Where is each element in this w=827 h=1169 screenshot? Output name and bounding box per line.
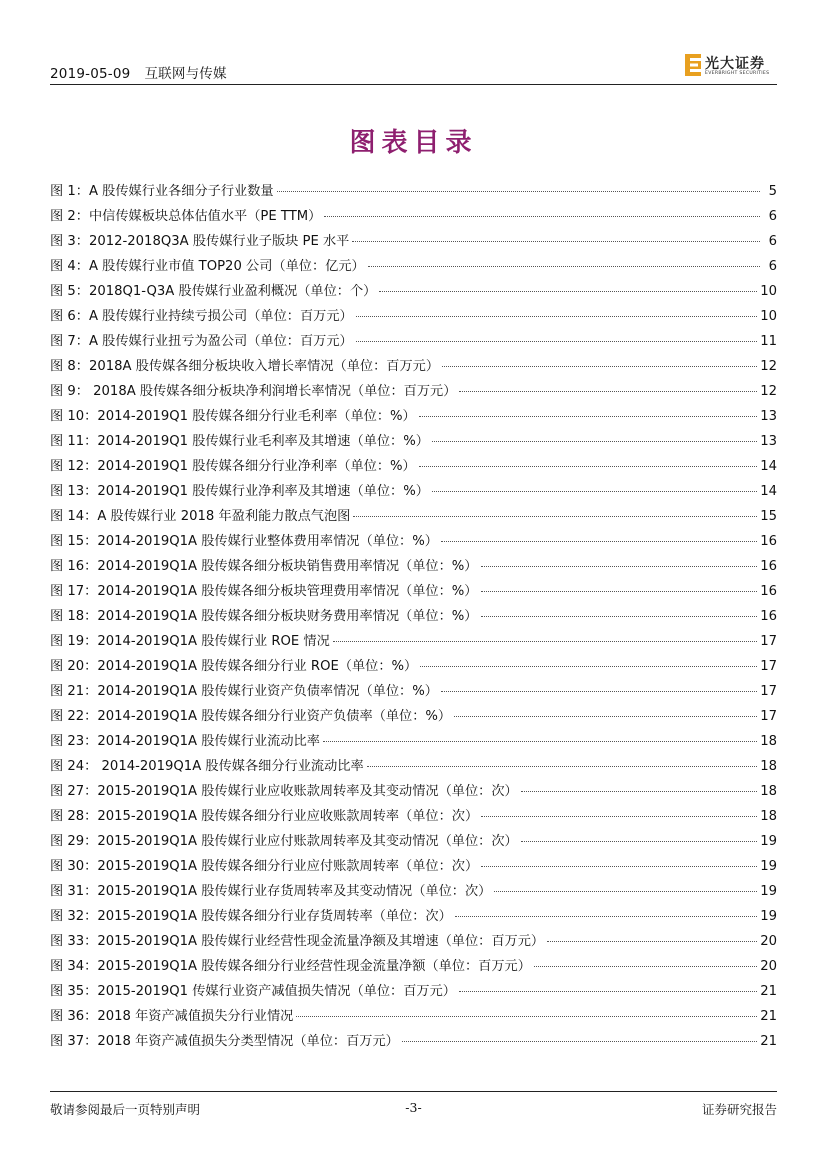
toc-entry-page[interactable]: 6	[768, 234, 777, 249]
toc-leader-dots	[356, 340, 757, 342]
toc-entry-page[interactable]: 12	[760, 359, 777, 374]
toc-leader-dots	[441, 540, 757, 542]
toc-entry-label[interactable]: 图 27：2015-2019Q1A 股传媒行业应收账款周转率及其变动情况（单位：次）	[50, 784, 518, 799]
toc-entry-label[interactable]: 图 1：A 股传媒行业各细分子行业数量	[50, 184, 274, 199]
toc-entry-page[interactable]: 19	[760, 859, 777, 874]
toc-entry-label[interactable]: 图 21：2014-2019Q1A 股传媒行业资产负债率情况（单位：%）	[50, 684, 438, 699]
toc-leader-dots	[356, 315, 757, 317]
toc-leader-dots	[419, 465, 757, 467]
toc-entry[interactable]	[50, 880, 777, 905]
toc-entry-label[interactable]: 图 4：A 股传媒行业市值 TOP20 公司（单位：亿元）	[50, 259, 365, 274]
toc-entry-label[interactable]: 图 30：2015-2019Q1A 股传媒各细分行业应付账款周转率（单位：次）	[50, 859, 479, 874]
toc-entry-page[interactable]: 15	[760, 509, 777, 524]
toc-leader-dots	[419, 415, 757, 417]
toc-entry-label[interactable]: 图 36：2018 年资产减值损失分行业情况	[50, 1009, 294, 1024]
report-type: 证券研究报告	[701, 1102, 777, 1117]
toc-entry[interactable]	[50, 280, 777, 305]
toc-entry-page[interactable]: 18	[760, 809, 777, 824]
toc-entry[interactable]	[50, 180, 777, 205]
toc-entry-page[interactable]: 16	[760, 609, 777, 624]
toc-entry-label[interactable]: 图 14：A 股传媒行业 2018 年盈利能力散点气泡图	[50, 509, 351, 524]
page-number: -3-	[405, 1100, 422, 1115]
toc-leader-dots	[481, 615, 758, 617]
toc-entry[interactable]	[50, 655, 777, 680]
toc-entry-label[interactable]: 图 10：2014-2019Q1 股传媒各细分行业毛利率（单位：%）	[50, 409, 416, 424]
toc-entry-label[interactable]: 图 35：2015-2019Q1 传媒行业资产减值损失情况（单位：百万元）	[50, 984, 456, 999]
toc-entry-page[interactable]: 5	[768, 184, 777, 199]
toc-leader-dots	[454, 715, 757, 717]
toc-entry[interactable]	[50, 805, 777, 830]
toc-entry-label[interactable]: 图 34：2015-2019Q1A 股传媒各细分行业经营性现金流量净额（单位：百万元）	[50, 959, 531, 974]
toc-entry-label[interactable]: 图 9： 2018A 股传媒各细分板块净利润增长率情况（单位：百万元）	[50, 384, 457, 399]
toc-entry[interactable]	[50, 580, 777, 605]
toc-leader-dots	[352, 240, 760, 242]
toc-leader-dots	[296, 1015, 757, 1017]
toc-entry[interactable]	[50, 330, 777, 355]
toc-entry[interactable]	[50, 605, 777, 630]
toc-leader-dots	[432, 490, 757, 492]
toc-entry-page[interactable]: 13	[760, 434, 777, 449]
toc-entry-page[interactable]: 17	[760, 634, 777, 649]
toc-leader-dots	[547, 940, 757, 942]
toc-entry[interactable]	[50, 855, 777, 880]
toc-leader-dots	[481, 590, 758, 592]
toc-entry[interactable]	[50, 1030, 777, 1055]
toc-entry[interactable]	[50, 705, 777, 730]
toc-entry-page[interactable]: 19	[760, 834, 777, 849]
toc-leader-dots	[481, 815, 757, 817]
toc-entry-label[interactable]: 图 19：2014-2019Q1A 股传媒行业 ROE 情况	[50, 634, 330, 649]
toc-entry[interactable]	[50, 205, 777, 230]
toc-leader-dots	[481, 865, 757, 867]
toc-leader-dots	[368, 265, 760, 267]
page-header	[50, 50, 777, 85]
toc-entry-page[interactable]: 16	[760, 534, 777, 549]
toc-leader-dots	[432, 440, 757, 442]
toc-entry-page[interactable]: 17	[760, 659, 777, 674]
toc-entry[interactable]	[50, 530, 777, 555]
toc-entry-page[interactable]: 10	[760, 309, 777, 324]
toc-leader-dots	[323, 740, 757, 742]
toc-entry-label[interactable]: 图 13：2014-2019Q1 股传媒行业净利率及其增速（单位：%）	[50, 484, 429, 499]
toc-entry-page[interactable]: 10	[760, 284, 777, 299]
toc-entry-page[interactable]: 17	[760, 684, 777, 699]
toc-entry-label[interactable]: 图 6：A 股传媒行业持续亏损公司（单位：百万元）	[50, 309, 353, 324]
toc-entry-page[interactable]: 6	[768, 259, 777, 274]
toc-entry-page[interactable]: 17	[760, 709, 777, 724]
toc-entry-label[interactable]: 图 33：2015-2019Q1A 股传媒行业经营性现金流量净额及其增速（单位：百万元）	[50, 934, 545, 949]
toc-entry[interactable]	[50, 430, 777, 455]
toc-entry-label[interactable]: 图 20：2014-2019Q1A 股传媒各细分行业 ROE（单位：%）	[50, 659, 418, 674]
toc-entry-page[interactable]: 14	[760, 484, 777, 499]
toc-leader-dots	[494, 890, 757, 892]
toc-entry[interactable]	[50, 455, 777, 480]
toc-entry-page[interactable]: 20	[760, 934, 777, 949]
toc-leader-dots	[277, 190, 760, 192]
toc-entry-page[interactable]: 6	[768, 209, 777, 224]
company-logo	[685, 52, 775, 80]
toc-entry-page[interactable]: 21	[760, 1009, 777, 1024]
toc-entry-page[interactable]: 18	[760, 759, 777, 774]
disclaimer-note: 敬请参阅最后一页特别声明	[50, 1102, 201, 1117]
toc-leader-dots	[459, 990, 757, 992]
toc-entry-page[interactable]: 19	[760, 909, 777, 924]
toc-entry-page[interactable]: 13	[760, 409, 777, 424]
toc-entry-page[interactable]: 16	[760, 584, 777, 599]
toc-entry[interactable]	[50, 780, 777, 805]
toc-leader-dots	[455, 915, 757, 917]
report-date: 2019-05-09	[50, 66, 131, 82]
toc-entry[interactable]	[50, 480, 777, 505]
toc-entry-label[interactable]: 图 16：2014-2019Q1A 股传媒各细分板块销售费用率情况（单位：%）	[50, 559, 478, 574]
toc-entry[interactable]	[50, 680, 777, 705]
page-title: 图表目录	[349, 128, 478, 158]
toc-entry[interactable]	[50, 255, 777, 280]
toc-entry-label[interactable]: 图 18：2014-2019Q1A 股传媒各细分板块财务费用率情况（单位：%）	[50, 609, 478, 624]
toc-entry-page[interactable]: 11	[760, 334, 777, 349]
toc-entry-label[interactable]: 图 11：2014-2019Q1 股传媒行业毛利率及其增速（单位：%）	[50, 434, 429, 449]
toc-entry-label[interactable]: 图 22：2014-2019Q1A 股传媒各细分行业资产负债率（单位：%）	[50, 709, 452, 724]
toc-entry[interactable]	[50, 830, 777, 855]
toc-entry-page[interactable]: 18	[760, 734, 777, 749]
toc-leader-dots	[442, 365, 757, 367]
toc-entry[interactable]	[50, 930, 777, 955]
toc-entry-label[interactable]: 图 2：中信传媒板块总体估值水平（PE TTM）	[50, 209, 322, 224]
toc-entry[interactable]	[50, 980, 777, 1005]
toc-entry-page[interactable]: 16	[760, 559, 777, 574]
toc-entry-label[interactable]: 图 28：2015-2019Q1A 股传媒各细分行业应收账款周转率（单位：次）	[50, 809, 479, 824]
toc-leader-dots	[534, 965, 757, 967]
toc-entry[interactable]	[50, 380, 777, 405]
toc-entry[interactable]	[50, 405, 777, 430]
toc-leader-dots	[481, 565, 758, 567]
toc-leader-dots	[402, 1040, 757, 1042]
toc-entry-label[interactable]: 图 29：2015-2019Q1A 股传媒行业应付账款周转率及其变动情况（单位：次）	[50, 834, 518, 849]
toc-entry-label[interactable]: 图 7：A 股传媒行业扭亏为盈公司（单位：百万元）	[50, 334, 353, 349]
toc-entry[interactable]	[50, 955, 777, 980]
toc-entry-label[interactable]: 图 3：2012-2018Q3A 股传媒行业子版块 PE 水平	[50, 234, 350, 249]
toc-entry-page[interactable]: 18	[760, 784, 777, 799]
toc-entry-page[interactable]: 20	[760, 959, 777, 974]
toc-entry-label[interactable]: 图 24： 2014-2019Q1A 股传媒各细分行业流动比率	[50, 759, 364, 774]
toc-entry[interactable]	[50, 630, 777, 655]
toc-entry-page[interactable]: 21	[760, 984, 777, 999]
toc-leader-dots	[353, 515, 757, 517]
toc-entry[interactable]	[50, 1005, 777, 1030]
toc-leader-dots	[333, 640, 757, 642]
toc-entry-page[interactable]: 19	[760, 884, 777, 899]
toc-leader-dots	[521, 790, 758, 792]
toc-entry-label[interactable]: 图 32：2015-2019Q1A 股传媒各细分行业存货周转率（单位：次）	[50, 909, 452, 924]
toc-entry[interactable]	[50, 730, 777, 755]
toc-entry-label[interactable]: 图 15：2014-2019Q1A 股传媒行业整体费用率情况（单位：%）	[50, 534, 438, 549]
toc-entry[interactable]	[50, 355, 777, 380]
toc-entry[interactable]	[50, 230, 777, 255]
toc-leader-dots	[441, 690, 757, 692]
toc-leader-dots	[420, 665, 757, 667]
toc-entry-label[interactable]: 图 8：2018A 股传媒各细分板块收入增长率情况（单位：百万元）	[50, 359, 440, 374]
page-footer	[50, 1091, 777, 1118]
toc-entry[interactable]	[50, 905, 777, 930]
toc-entry-page[interactable]: 14	[760, 459, 777, 474]
toc-entry-label[interactable]: 图 37：2018 年资产减值损失分类型情况（单位：百万元）	[50, 1034, 399, 1049]
logo-name-en: EVERBRIGHT SECURITIES	[705, 71, 770, 76]
toc-leader-dots	[521, 840, 758, 842]
header-info	[50, 62, 227, 82]
toc-leader-dots	[367, 765, 758, 767]
toc-entry-page[interactable]: 21	[760, 1034, 777, 1049]
figure-toc	[50, 180, 777, 1055]
logo-name-cn: 光大证券	[705, 56, 765, 72]
toc-entry-label[interactable]: 图 23：2014-2019Q1A 股传媒行业流动比率	[50, 734, 320, 749]
toc-entry[interactable]	[50, 555, 777, 580]
toc-entry-label[interactable]: 图 31：2015-2019Q1A 股传媒行业存货周转率及其变动情况（单位：次）	[50, 884, 492, 899]
toc-entry-label[interactable]: 图 12：2014-2019Q1 股传媒各细分行业净利率（单位：%）	[50, 459, 416, 474]
toc-leader-dots	[379, 290, 757, 292]
toc-entry[interactable]	[50, 755, 777, 780]
report-sector: 互联网与传媒	[144, 66, 227, 82]
toc-leader-dots	[459, 390, 757, 392]
toc-entry[interactable]	[50, 305, 777, 330]
toc-entry[interactable]	[50, 505, 777, 530]
toc-entry-label[interactable]: 图 17：2014-2019Q1A 股传媒各细分板块管理费用率情况（单位：%）	[50, 584, 478, 599]
toc-entry-page[interactable]: 12	[760, 384, 777, 399]
toc-entry-label[interactable]: 图 5：2018Q1-Q3A 股传媒行业盈利概况（单位：个）	[50, 284, 377, 299]
everbright-logo-icon	[685, 54, 701, 76]
toc-leader-dots	[324, 215, 760, 217]
